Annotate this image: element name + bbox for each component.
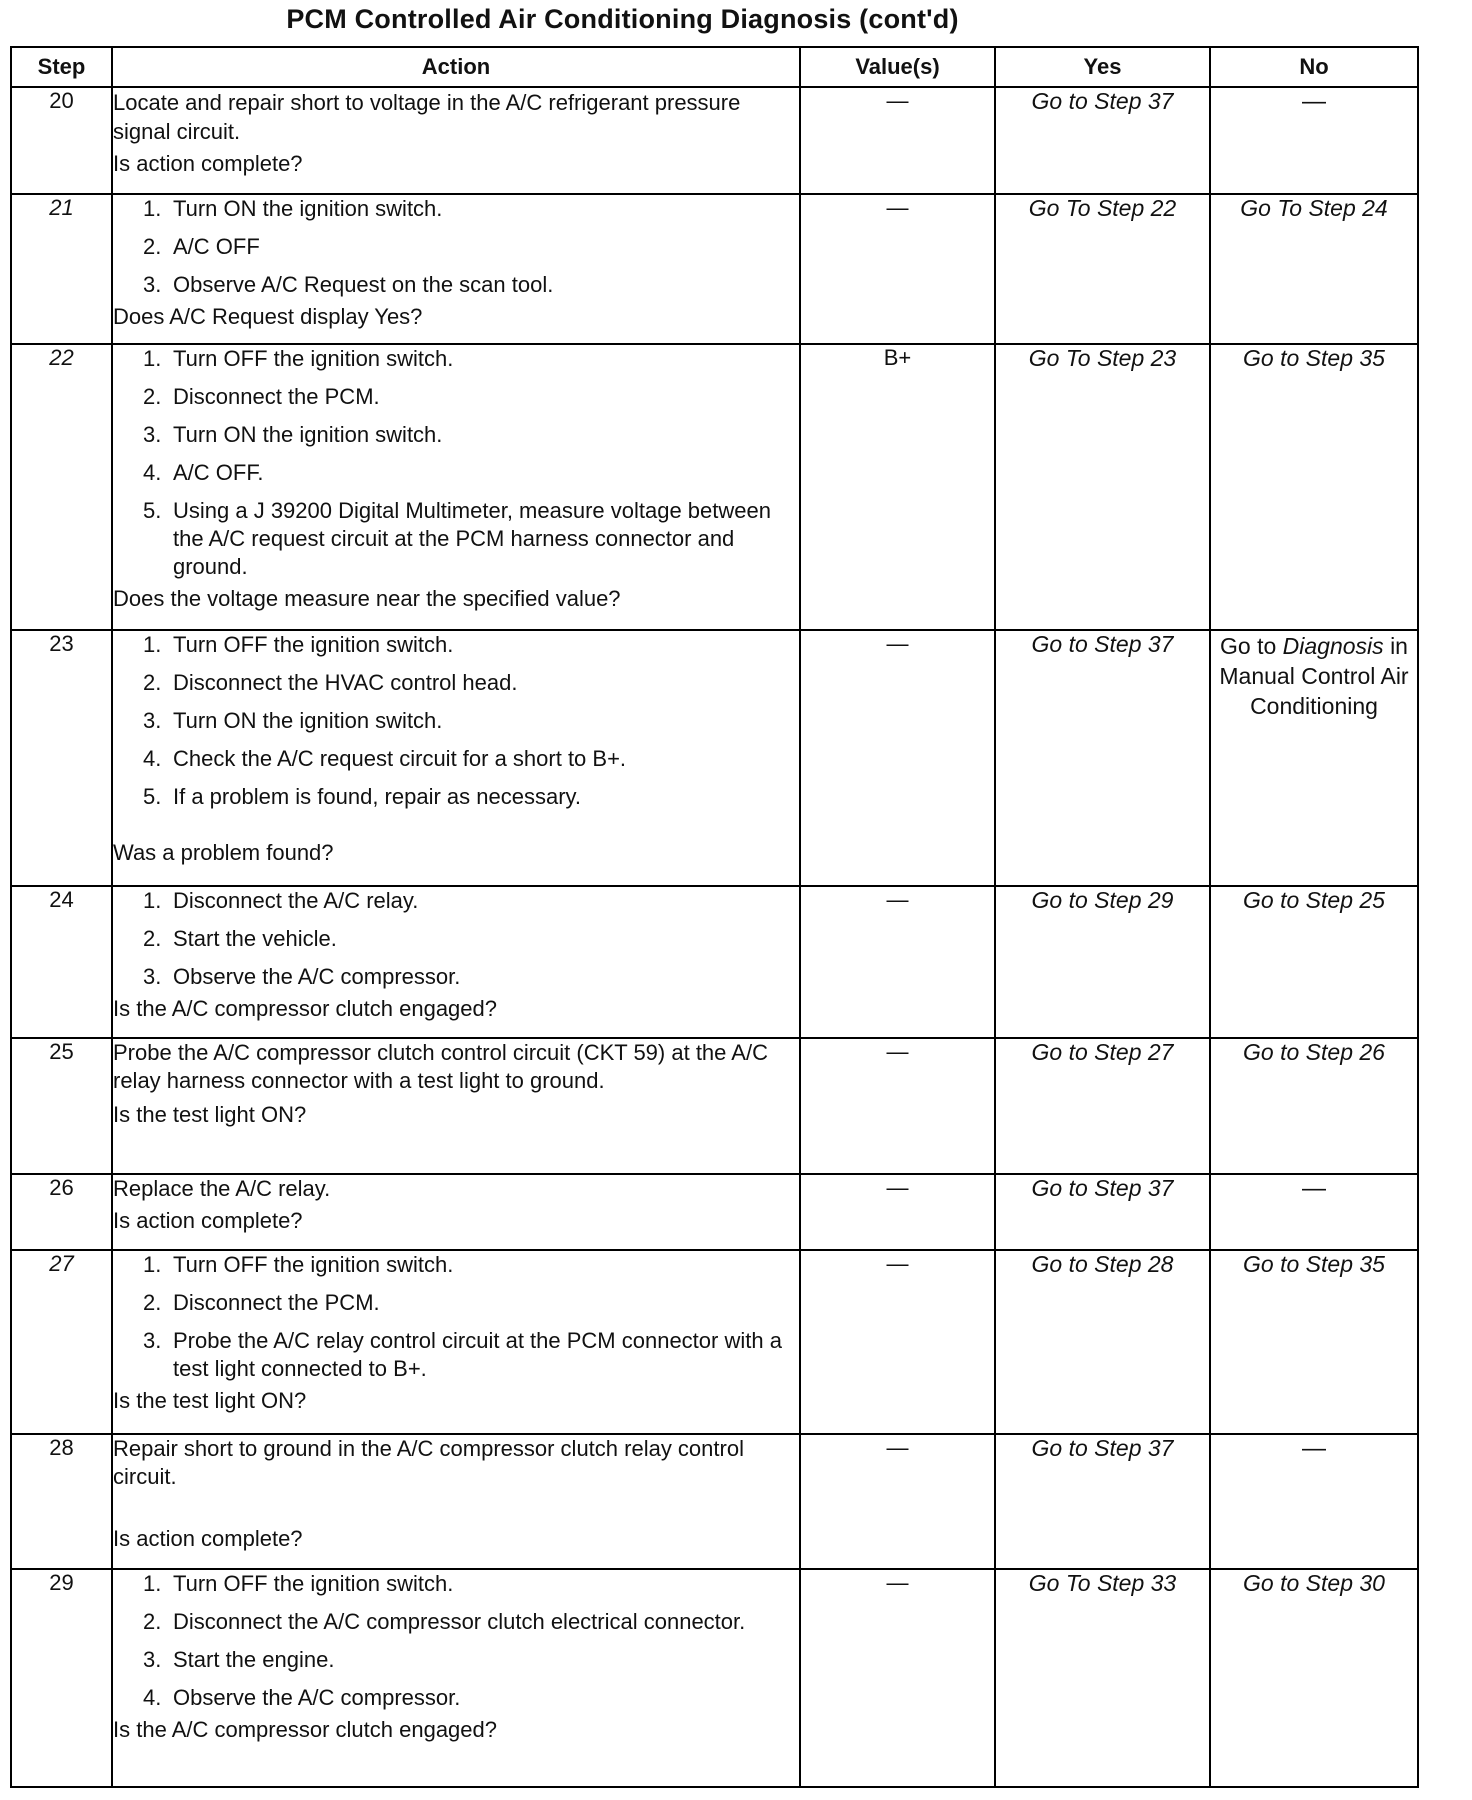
step-number: 20 — [11, 87, 112, 194]
action-cell — [112, 87, 800, 194]
action-step-item: Turn ON the ignition switch. — [173, 708, 443, 733]
action-step-item: Disconnect the PCM. — [173, 384, 380, 409]
step-number: 23 — [11, 630, 112, 886]
action-question: Does A/C Request display Yes? — [113, 304, 423, 329]
value-cell: — — [800, 1174, 995, 1250]
action-cell — [112, 1038, 800, 1174]
value-cell: — — [800, 1250, 995, 1434]
action-cell — [112, 1250, 800, 1434]
step-number: 26 — [11, 1174, 112, 1250]
yes-cell: Go to Step 37 — [995, 1434, 1210, 1569]
action-question: Is the test light ON? — [113, 1388, 307, 1413]
action-step-item: Observe the A/C compressor. — [173, 964, 461, 989]
table-row — [11, 1174, 1418, 1250]
action-step-item: Probe the A/C relay control circuit at the PCM connector with a test light connected to B+. — [173, 1328, 782, 1381]
action-cell — [112, 886, 800, 1038]
action-step-item: Turn OFF the ignition switch. — [173, 346, 454, 371]
header-value: Value(s) — [800, 47, 995, 87]
no-cell: Go to Step 35 — [1210, 344, 1418, 630]
page-title: PCM Controlled Air Conditioning Diagnosis (cont'd) — [286, 4, 959, 34]
action-step-item: Turn OFF the ignition switch. — [173, 632, 454, 657]
yes-cell: Go to Step 37 — [995, 87, 1210, 194]
step-number: 29 — [11, 1569, 112, 1787]
action-question: Is action complete? — [113, 151, 303, 176]
value-cell: B+ — [800, 344, 995, 630]
no-text-suffix: in Manual Control Air Conditioning — [1219, 633, 1409, 719]
table-row — [11, 886, 1418, 1038]
action-steps — [113, 1570, 799, 1712]
no-text-prefix: Go to — [1220, 633, 1277, 659]
action-steps — [113, 1251, 799, 1383]
step-number: 28 — [11, 1434, 112, 1569]
table-row — [11, 1569, 1418, 1787]
action-question: Is the test light ON? — [113, 1102, 307, 1127]
action-step-item: Observe the A/C compressor. — [173, 1685, 461, 1710]
action-question: Is the A/C compressor clutch engaged? — [113, 1717, 497, 1742]
step-number: 21 — [11, 194, 112, 344]
no-cell — [1210, 630, 1418, 886]
action-step-item: Turn ON the ignition switch. — [173, 422, 443, 447]
table-row — [11, 87, 1418, 194]
action-step-item: Turn ON the ignition switch. — [173, 196, 443, 221]
yes-cell: Go To Step 33 — [995, 1569, 1210, 1787]
value-cell: — — [800, 1038, 995, 1174]
action-step-item: If a problem is found, repair as necessary. — [173, 784, 582, 809]
no-cell: Go to Step 30 — [1210, 1569, 1418, 1787]
yes-cell: Go to Step 28 — [995, 1250, 1210, 1434]
yes-cell: Go to Step 37 — [995, 1174, 1210, 1250]
no-cell: — — [1210, 1174, 1418, 1250]
table-row — [11, 1038, 1418, 1174]
no-cell: Go to Step 35 — [1210, 1250, 1418, 1434]
action-step-item: Disconnect the A/C relay. — [173, 888, 419, 913]
step-number: 25 — [11, 1038, 112, 1174]
step-number: 22 — [11, 344, 112, 630]
step-number: 27 — [11, 1250, 112, 1434]
yes-cell: Go To Step 23 — [995, 344, 1210, 630]
header-row — [11, 47, 1418, 87]
diagnosis-link[interactable]: Diagnosis — [1282, 633, 1384, 659]
table-row — [11, 1434, 1418, 1569]
table-row — [11, 1250, 1418, 1434]
action-cell — [112, 344, 800, 630]
header-action: Action — [112, 47, 800, 87]
no-cell: — — [1210, 1434, 1418, 1569]
action-step-item: Using a J 39200 Digital Multimeter, measure voltage between the A/C request circuit at the PCM harness connector and ground. — [173, 498, 771, 579]
action-cell — [112, 194, 800, 344]
action-step-item: Disconnect the A/C compressor clutch electrical connector. — [173, 1609, 746, 1634]
action-step-item: Observe A/C Request on the scan tool. — [173, 272, 554, 297]
no-cell: Go to Step 26 — [1210, 1038, 1418, 1174]
action-step-item: A/C OFF — [173, 234, 260, 259]
action-cell — [112, 1174, 800, 1250]
action-steps — [113, 345, 799, 581]
action-question: Is action complete? — [113, 1526, 303, 1551]
step-number: 24 — [11, 886, 112, 1038]
no-cell: Go To Step 24 — [1210, 194, 1418, 344]
action-step-item: Start the engine. — [173, 1647, 335, 1672]
value-cell: — — [800, 630, 995, 886]
table-row — [11, 630, 1418, 886]
action-step-item: Check the A/C request circuit for a short to B+. — [173, 746, 627, 771]
value-cell: — — [800, 1569, 995, 1787]
value-cell: — — [800, 1434, 995, 1569]
action-steps — [113, 631, 799, 811]
value-cell: — — [800, 194, 995, 344]
action-question: Was a problem found? — [113, 840, 334, 865]
action-step-item: Start the vehicle. — [173, 926, 337, 951]
value-cell: — — [800, 87, 995, 194]
action-step-item: Disconnect the PCM. — [173, 1290, 380, 1315]
value-cell: — — [800, 886, 995, 1038]
no-cell: Go to Step 25 — [1210, 886, 1418, 1038]
header-step: Step — [11, 47, 112, 87]
action-question: Is action complete? — [113, 1208, 303, 1233]
action-text: Locate and repair short to voltage in the A/C refrigerant pressure signal circuit. — [113, 90, 741, 144]
diagnosis-table — [10, 46, 1419, 1788]
header-yes: Yes — [995, 47, 1210, 87]
action-step-item: Disconnect the HVAC control head. — [173, 670, 518, 695]
action-text: Repair short to ground in the A/C compressor clutch relay control circuit. — [113, 1436, 744, 1489]
no-cell: — — [1210, 87, 1418, 194]
action-text: Probe the A/C compressor clutch control circuit (CKT 59) at the A/C relay harness connector with a test light to ground. — [113, 1040, 768, 1093]
action-cell — [112, 1434, 800, 1569]
action-cell — [112, 1569, 800, 1787]
yes-cell: Go to Step 27 — [995, 1038, 1210, 1174]
action-step-item: Turn OFF the ignition switch. — [173, 1252, 454, 1277]
action-text: Replace the A/C relay. — [113, 1176, 331, 1201]
action-question: Does the voltage measure near the specified value? — [113, 586, 621, 611]
table-row — [11, 344, 1418, 630]
yes-cell: Go to Step 29 — [995, 886, 1210, 1038]
action-step-item: Turn OFF the ignition switch. — [173, 1571, 454, 1596]
yes-cell: Go to Step 37 — [995, 630, 1210, 886]
action-step-item: A/C OFF. — [173, 460, 264, 485]
action-cell — [112, 630, 800, 886]
action-question: Is the A/C compressor clutch engaged? — [113, 996, 497, 1021]
table-row — [11, 194, 1418, 344]
action-steps — [113, 887, 799, 991]
yes-cell: Go To Step 22 — [995, 194, 1210, 344]
header-no: No — [1210, 47, 1418, 87]
action-steps — [113, 195, 799, 299]
